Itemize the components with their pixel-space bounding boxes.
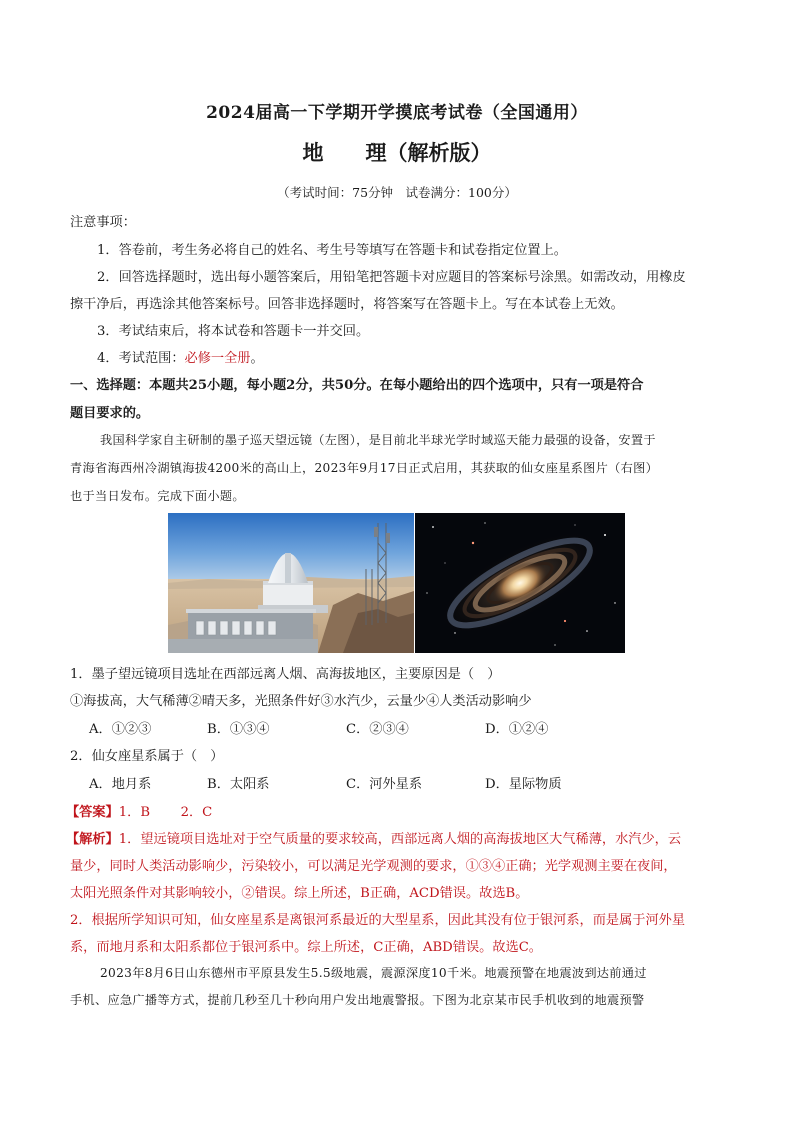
analysis-line-4: 2．根据所学知识可知，仙女座星系是离银河系最近的大型星系，因此其没有位于银河系，而是属于河外星 bbox=[70, 913, 686, 928]
analysis-row-1 bbox=[66, 828, 681, 847]
analysis-line-3: 太阳光照条件对其影响较小，②错误。综上所述，B正确，ACD错误。故选B。 bbox=[70, 886, 529, 901]
exam-info: （考试时间：75分钟 试卷满分：100分） bbox=[277, 185, 517, 200]
figure-photos bbox=[168, 513, 625, 653]
passage-1-line-3: 也于当日发布。完成下面小题。 bbox=[70, 489, 245, 503]
question-2-option-b[interactable]: B．太阳系 bbox=[207, 777, 270, 792]
notice-item-2-line-1: 2．回答选择题时，选出每小题答案后，用铅笔把答题卡对应题目的答案标号涂黑。如需改动，用橡皮 bbox=[97, 270, 686, 285]
notice-item-1: 1．答卷前，考生务必将自己的姓名、考生号等填写在答题卡和试卷指定位置上。 bbox=[97, 243, 567, 258]
section-1-heading-line-2: 题目要求的。 bbox=[70, 406, 150, 421]
question-1-option-d[interactable]: D．①②④ bbox=[485, 722, 549, 737]
notice-item-4-scope: 必修一全册 bbox=[184, 351, 251, 366]
question-1-stem: 1．墨子望远镜项目选址在西部远离人烟、高海拔地区，主要原因是（ ） bbox=[70, 667, 501, 682]
passage-1-line-1: 我国科学家自主研制的墨子巡天望远镜（左图），是目前北半球光学时域巡天能力最强的设备，安置于 bbox=[100, 433, 656, 447]
notice-item-4-prefix: 4．考试范围： bbox=[97, 351, 185, 366]
notice-heading: 注意事项： bbox=[70, 215, 136, 230]
notice-item-3: 3．考试结束后，将本试卷和答题卡一并交回。 bbox=[97, 324, 370, 339]
galaxy-photo bbox=[415, 513, 625, 653]
section-1-heading-line-1: 一、选择题：本题共25小题，每小题2分，共50分。在每小题给出的四个选项中，只有一项是符合 bbox=[70, 378, 644, 393]
passage-2-line-1: 2023年8月6日山东德州市平原县发生5.5级地震，震源深度10千米。地震预警在地震波到达前通过 bbox=[100, 966, 647, 980]
exam-title: 2024届高一下学期开学摸底考试卷（全国通用） bbox=[206, 103, 588, 123]
question-2-option-d[interactable]: D．星际物质 bbox=[485, 777, 562, 792]
analysis-label: 【解析】 bbox=[66, 832, 119, 847]
passage-1-line-2: 青海省海西州冷湖镇海拔4200米的高山上，2023年9月17日正式启用，其获取的仙女座星系图片（右图） bbox=[70, 461, 659, 475]
telescope-photo bbox=[168, 513, 414, 653]
notice-item-2-line-2: 擦干净后，再选涂其他答案标号。回答非选择题时，将答案写在答题卡上。写在本试卷上无效。 bbox=[70, 297, 624, 312]
question-1-option-c[interactable]: C．②③④ bbox=[346, 722, 409, 737]
passage-2-line-2: 手机、应急广播等方式，提前几秒至几十秒向用户发出地震警报。下图为北京某市民手机收到的地震预警 bbox=[70, 993, 645, 1007]
answer-label: 【答案】 bbox=[66, 805, 119, 820]
analysis-line-5: 系，而地月系和太阳系都位于银河系中。综上所述，C正确，ABD错误。故选C。 bbox=[70, 940, 542, 955]
question-2-option-a[interactable]: A．地月系 bbox=[89, 777, 152, 792]
question-2-option-c[interactable]: C．河外星系 bbox=[346, 777, 423, 792]
analysis-line-2: 量少，同时人类活动影响少，污染较小，可以满足光学观测的要求，①③④正确；光学观测主要在夜间， bbox=[70, 859, 677, 874]
notice-item-4 bbox=[97, 347, 264, 366]
answer-row bbox=[66, 801, 212, 820]
subject-title: 地 理（解析版） bbox=[302, 140, 492, 165]
question-1-option-a[interactable]: A．①②③ bbox=[89, 722, 152, 737]
answer-text: 1．B 2．C bbox=[118, 805, 213, 820]
analysis-line-1: 1．望远镜项目选址对于空气质量的要求较高，西部远离人烟的高海拔地区大气稀薄，水汽少，云 bbox=[118, 832, 682, 847]
question-1-statements: ①海拔高，大气稀薄②晴天多，光照条件好③水汽少，云量少④人类活动影响少 bbox=[70, 694, 532, 709]
notice-item-4-suffix: 。 bbox=[250, 351, 264, 366]
question-1-option-b[interactable]: B．①③④ bbox=[207, 722, 270, 737]
question-2-stem: 2．仙女座星系属于（ ） bbox=[70, 749, 224, 764]
